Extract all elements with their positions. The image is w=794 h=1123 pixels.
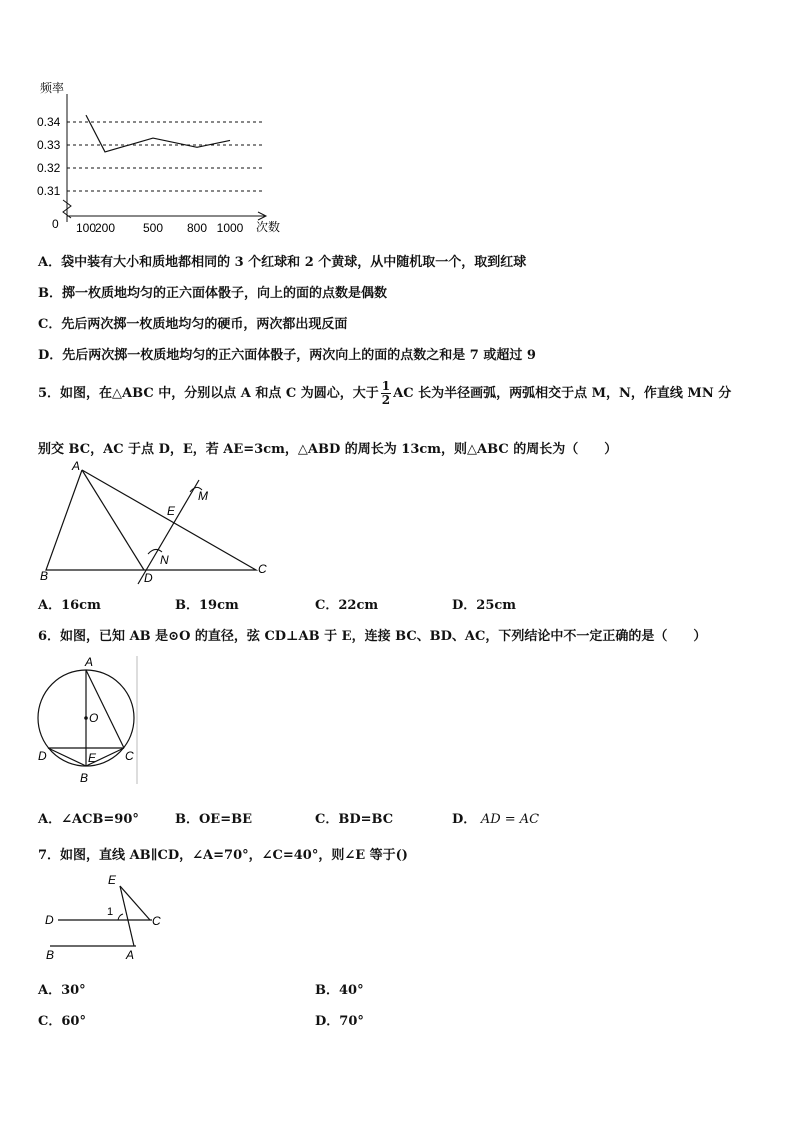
q5-option-b[interactable]: B．19cm <box>175 598 239 613</box>
q4-option-b[interactable]: B．掷一枚质地均匀的正六面体骰子，向上的面的点数是偶数 <box>38 286 387 301</box>
triangle-abc <box>46 470 256 570</box>
x-tick-label: 500 <box>142 221 164 235</box>
y-tick-label: 0.33 <box>37 138 61 152</box>
q5-stem-post: AC 长为半径画弧，两弧相交于点 M，N，作直线 MN 分 <box>393 386 732 401</box>
label-d: D <box>38 749 47 763</box>
q6-option-d[interactable] <box>452 808 539 827</box>
fraction-one-half <box>381 380 391 407</box>
q5-option-c[interactable]: C．22cm <box>315 598 379 613</box>
q4-option-d[interactable]: D．先后两次掷一枚质地均匀的正六面体骰子，两次向上的面的点数之和是 7 或超过 9 <box>38 348 536 363</box>
label-b: B <box>80 771 89 785</box>
chart-grid <box>67 122 262 191</box>
arc-equation: AD = AC <box>480 812 540 827</box>
axis-break-mark <box>63 200 71 218</box>
label-b: B <box>40 569 49 583</box>
y-tick-label: 0.34 <box>37 115 61 129</box>
q5-stem-line1 <box>38 380 731 407</box>
q5-stem-line2: 别交 BC，AC 于点 D，E，若 AE=3cm，△ABD 的周长为 13cm，则△ABC 的周长为（ ） <box>38 442 618 457</box>
x-tick-label: 1000 <box>216 221 244 235</box>
q7-parallel-lines-figure <box>40 870 180 962</box>
segment-ad <box>82 470 144 570</box>
x-tick-label: 800 <box>186 221 208 235</box>
y-tick-labels <box>37 115 61 198</box>
frac-denominator: 2 <box>381 393 391 407</box>
q4-option-a[interactable]: A．袋中装有大小和质地都相同的 3 个红球和 2 个黄球，从中随机取一个，取到红球 <box>38 255 527 270</box>
q7-option-a[interactable]: A．30° <box>38 983 86 998</box>
x-axis-label: 次数 <box>256 220 281 234</box>
label-a: A <box>126 948 135 962</box>
frequency-series-line <box>86 115 230 152</box>
frac-numerator: 1 <box>381 379 391 393</box>
label-c: C <box>125 749 134 763</box>
q5-option-d[interactable]: D．25cm <box>452 598 517 613</box>
label-e: E <box>88 751 97 765</box>
y-tick-label: 0.32 <box>37 161 61 175</box>
q7-option-d[interactable]: D．70° <box>315 1014 364 1029</box>
y-axis-label: 频率 <box>40 81 65 95</box>
label-angle-1: 1 <box>107 906 114 918</box>
label-d: D <box>45 913 54 927</box>
label-n: N <box>160 553 169 567</box>
label-o: O <box>89 711 99 725</box>
angle-1-arc <box>118 914 123 920</box>
q5-option-a[interactable]: A．16cm <box>38 598 101 613</box>
center-point <box>84 716 88 720</box>
y-tick-label: 0.31 <box>37 184 61 198</box>
label-e: E <box>167 504 176 518</box>
label-m: M <box>198 489 208 503</box>
label-d: D <box>144 571 153 585</box>
q7-option-b[interactable]: B．40° <box>315 983 364 998</box>
q7-option-c[interactable]: C．60° <box>38 1014 86 1029</box>
origin-label: 0 <box>52 217 59 231</box>
label-c: C <box>258 562 267 576</box>
q4-option-c[interactable]: C．先后两次掷一枚质地均匀的硬币，两次都出现反面 <box>38 317 348 332</box>
x-tick-label: 100 <box>75 221 97 235</box>
q5-triangle-figure <box>34 458 274 586</box>
label-a: A <box>85 655 94 669</box>
q6-stem: 6．如图，已知 AB 是⊙O 的直径，弦 CD⊥AB 于 E，连接 BC、BD、AC，下列结论中不一定正确的是（ ） <box>38 629 707 644</box>
label-a: A <box>72 459 81 473</box>
label-e: E <box>108 873 117 887</box>
x-tick-label: 200 <box>94 221 116 235</box>
x-tick-labels <box>76 221 244 235</box>
q6-option-b[interactable]: B．OE=BE <box>175 812 253 827</box>
segment-ea <box>120 886 134 946</box>
segment-bd <box>48 748 86 766</box>
q6-option-c[interactable]: C．BD=BC <box>315 812 394 827</box>
q6-circle-figure <box>34 654 144 786</box>
q7-stem: 7．如图，直线 AB∥CD，∠A=70°，∠C=40°，则∠E 等于() <box>38 848 408 863</box>
q6-option-a[interactable]: A．∠ACB=90° <box>38 812 139 827</box>
label-c: C <box>152 914 161 928</box>
label-b: B <box>46 948 55 962</box>
q6-option-d-letter: D． <box>452 812 477 827</box>
q5-stem-pre: 5．如图，在△ABC 中，分别以点 A 和点 C 为圆心，大于 <box>38 386 379 401</box>
frequency-line-chart <box>30 76 300 238</box>
